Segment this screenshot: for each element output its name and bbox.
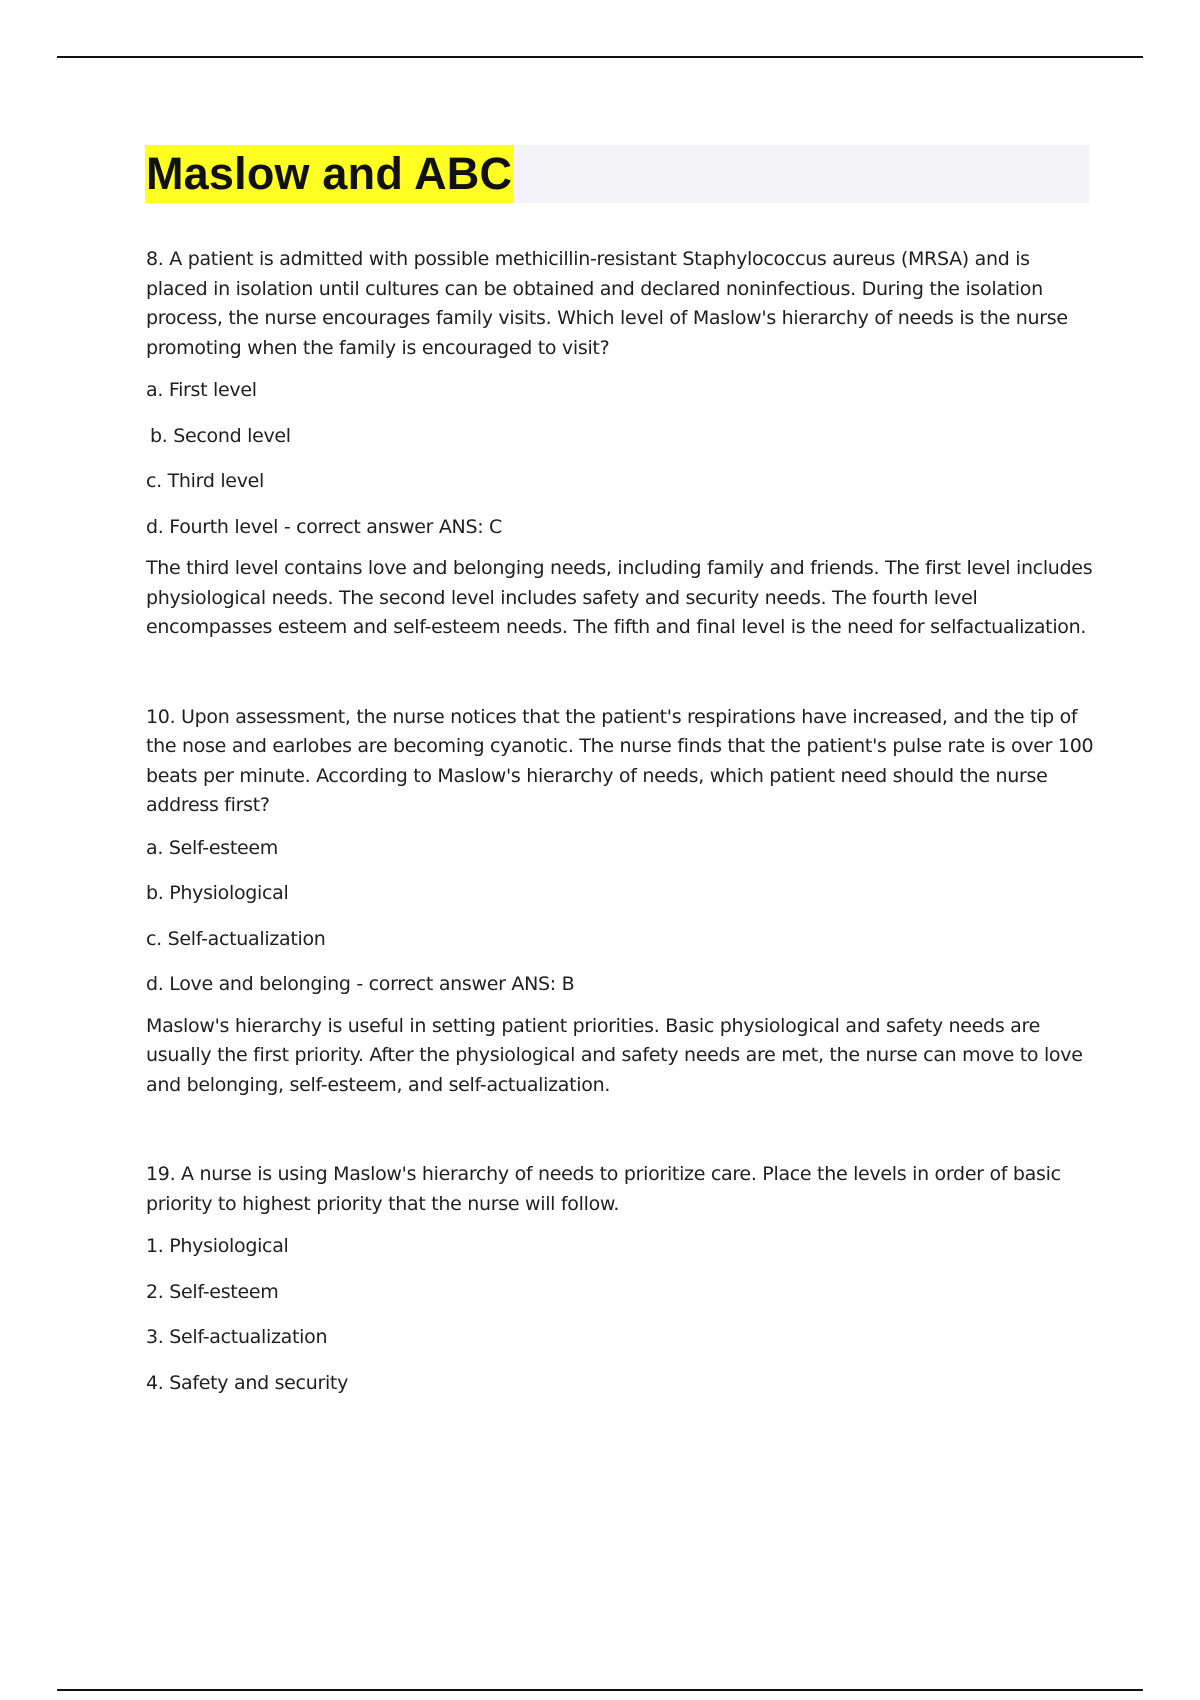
answer-option-c: c. Third level bbox=[146, 470, 265, 492]
question-text: 8. A patient is admitted with possible methicillin-resistant Staphylococcus aureus (MRSA) and is placed in isolation until cultures can be obtained and declared noninfectious. During the isolation process, the nurse encourages family visits. Which level of Maslow's hierarchy of needs is the nurse promoting when the family is encouraged to visit? bbox=[146, 248, 1068, 359]
answer-option-d: d. Love and belonging - correct answer ANS: B bbox=[146, 973, 575, 995]
question-block-19 bbox=[146, 1160, 1094, 1398]
answer-option-4: 4. Safety and security bbox=[146, 1371, 349, 1394]
answer-option-b: b. Second level bbox=[150, 424, 291, 447]
answer-explanation: Maslow's hierarchy is useful in setting patient priorities. Basic physiological and safety needs are usually the first priority. After the physiological and safety needs are met, the nurse can move to love and belonging, self-esteem, and self-actualization. bbox=[146, 1014, 1083, 1096]
top-rule bbox=[57, 56, 1143, 58]
answer-option-3: 3. Self-actualization bbox=[146, 1326, 328, 1348]
document-body bbox=[146, 245, 1094, 1414]
answer-option-a: a. Self-esteem bbox=[146, 836, 278, 859]
answer-option-c: c. Self-actualization bbox=[146, 927, 326, 950]
question-text: 10. Upon assessment, the nurse notices that the patient's respirations have increased, and the tip of the nose and earlobes are becoming cyanotic. The nurse finds that the patient's pulse rate is over 100 beats per minute. According to Maslow's hierarchy of needs, which patient need should the nurse address first? bbox=[146, 705, 1094, 816]
question-block-10 bbox=[146, 703, 1094, 1101]
bottom-rule bbox=[57, 1689, 1143, 1691]
question-text: 19. A nurse is using Maslow's hierarchy of needs to prioritize care. Place the levels in order of basic priority to highest priority that the nurse will follow. bbox=[146, 1163, 1061, 1215]
answer-option-2: 2. Self-esteem bbox=[146, 1280, 279, 1303]
answer-option-b: b. Physiological bbox=[146, 882, 289, 904]
answer-option-1: 1. Physiological bbox=[146, 1235, 289, 1257]
question-block-8 bbox=[146, 245, 1094, 643]
page-title: Maslow and ABC bbox=[145, 145, 514, 203]
answer-option-d: d. Fourth level - correct answer ANS: C bbox=[146, 515, 503, 538]
answer-option-a: a. First level bbox=[146, 379, 257, 401]
answer-explanation: The third level contains love and belonging needs, including family and friends. The first level includes physiological needs. The second level includes safety and security needs. The fourth level encompasses esteem and self-esteem needs. The fifth and final level is the need for selfactualization. bbox=[146, 557, 1093, 638]
